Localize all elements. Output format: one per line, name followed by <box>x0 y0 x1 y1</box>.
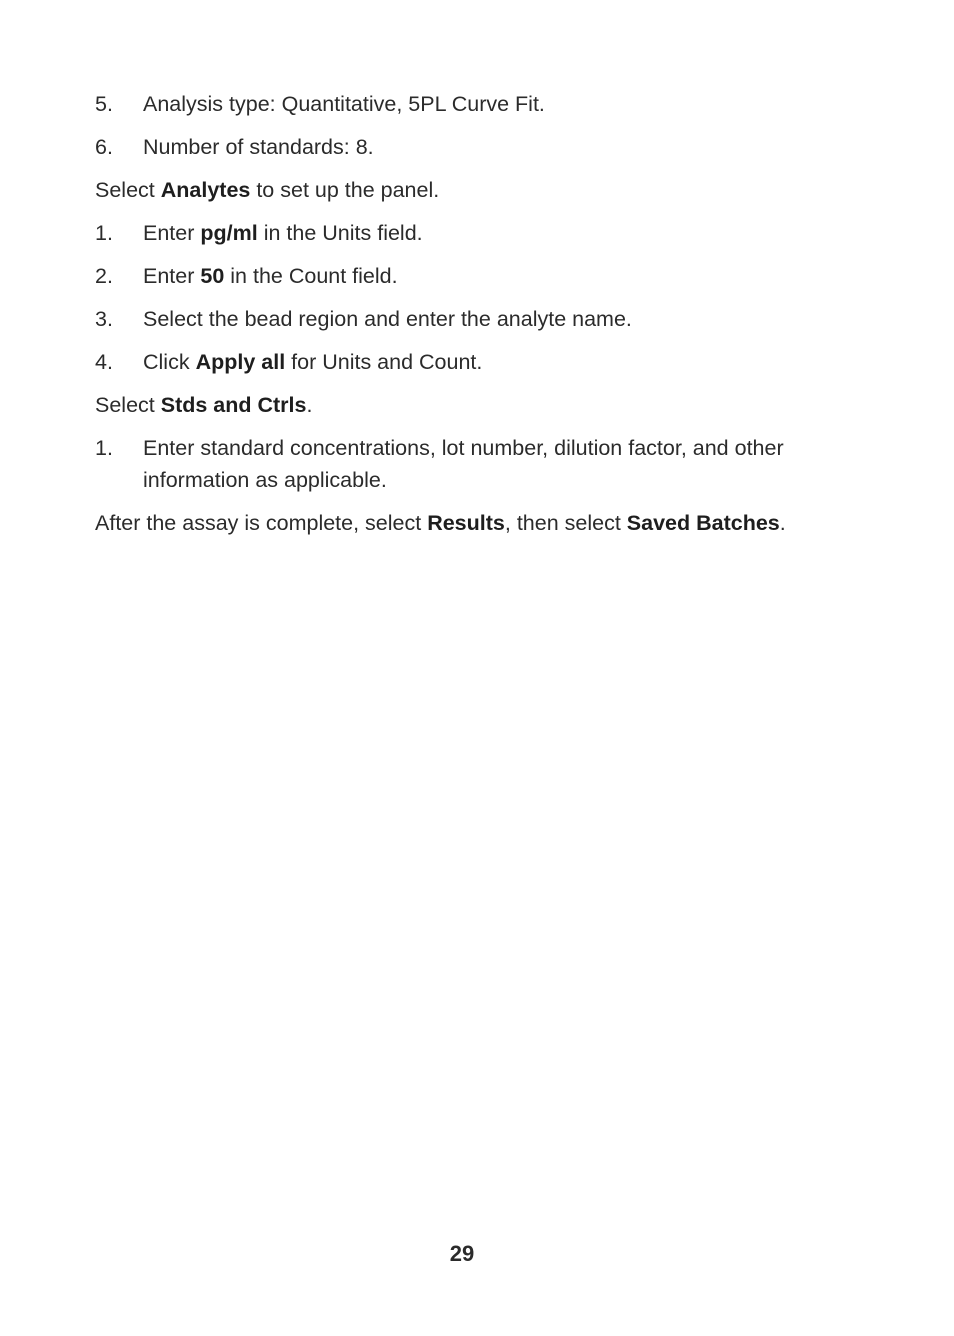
paragraph-text: , then select <box>504 511 627 535</box>
list-item-standard-concentrations <box>95 432 855 496</box>
paragraph-text: After the assay is complete, select <box>95 511 428 535</box>
paragraph-after-assay <box>95 507 855 539</box>
paragraph-text: . <box>779 511 786 535</box>
paragraph-text: to set up the panel. <box>250 178 440 202</box>
paragraph-select-stds <box>95 389 855 421</box>
list-item-bead-region <box>95 303 855 335</box>
list-item-text: Number of standards: 8. <box>143 135 374 159</box>
document-body <box>95 88 855 550</box>
list-number: 2. <box>95 264 113 288</box>
paragraph-text: Select <box>95 393 161 417</box>
count-value: 50 <box>200 264 225 288</box>
list-item-analysis-type <box>95 88 855 120</box>
list-item-apply-all <box>95 346 855 378</box>
list-number: 1. <box>95 221 113 245</box>
list-number: 4. <box>95 350 113 374</box>
units-value: pg/ml <box>200 221 258 245</box>
list-number: 3. <box>95 307 113 331</box>
apply-all-term: Apply all <box>195 350 286 374</box>
list-number: 5. <box>95 92 113 116</box>
paragraph-text: Select <box>95 178 161 202</box>
paragraph-text: . <box>306 393 313 417</box>
paragraph-select-analytes <box>95 174 855 206</box>
list-item-text: Click Apply all for Units and Count. <box>143 350 483 374</box>
stds-and-ctrls-term: Stds and Ctrls <box>160 393 307 417</box>
list-item-text: Select the bead region and enter the analyte name. <box>143 307 632 331</box>
analytes-term: Analytes <box>160 178 251 202</box>
list-number: 6. <box>95 135 113 159</box>
page-number: 29 <box>449 1241 475 1266</box>
list-item-text: Enter standard concentrations, lot number, dilution factor, and other information as applicable. <box>143 436 784 492</box>
list-item-text: Enter pg/ml in the Units field. <box>143 221 423 245</box>
results-term: Results <box>427 511 505 535</box>
list-number: 1. <box>95 436 113 460</box>
list-item-count <box>95 260 855 292</box>
list-item-units <box>95 217 855 249</box>
saved-batches-term: Saved Batches <box>626 511 780 535</box>
list-item-number-of-standards <box>95 131 855 163</box>
list-item-text: Enter 50 in the Count field. <box>143 264 398 288</box>
list-item-text: Analysis type: Quantitative, 5PL Curve Fit. <box>143 92 545 116</box>
